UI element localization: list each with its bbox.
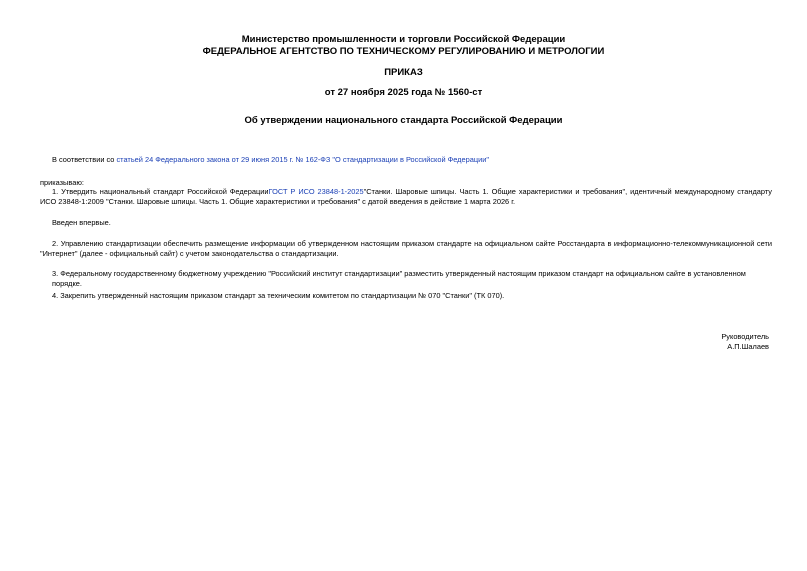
- agency-title: ФЕДЕРАЛЬНОЕ АГЕНТСТВО ПО ТЕХНИЧЕСКОМУ РЕГУЛИРОВАНИЮ И МЕТРОЛОГИИ: [202, 46, 605, 57]
- document-date-number: от 27 ноября 2025 года № 1560-ст: [324, 87, 483, 98]
- item-1-paragraph: [40, 187, 772, 207]
- ministry-title: Министерство промышленности и торговли Российской Федерации: [241, 34, 566, 45]
- intro-paragraph: [52, 155, 772, 165]
- item-3-paragraph: 3. Федеральному государственному бюджетному учреждению "Российский институт стандартизации" разместить утвержденный настоящим приказом стандарт на официальном сайте в установленном порядке.: [52, 269, 746, 288]
- order-word: приказываю:: [40, 178, 84, 187]
- law-link[interactable]: статьей 24 Федерального закона от 29 июня 2015 г. № 162-ФЗ "О стандартизации в Российской Федерации": [116, 155, 489, 164]
- introduced-first-note: Введен впервые.: [52, 218, 111, 227]
- item-4-paragraph: 4. Закрепить утвержденный настоящим приказом стандарт за техническим комитетом по стандартизации № 070 "Станки" (ТК 070).: [52, 291, 505, 300]
- standard-link[interactable]: ГОСТ Р ИСО 23848-1-2025: [268, 187, 364, 196]
- item-1-suffix: "Станки. Шаровые шпицы. Часть 1. Общие характеристики и требования", идентичный международному стандарту ИСО 23848-1:2009 "Станки. Шаровые шпицы. Часть 1. Общие характеристики и требования" с датой введения в действие 1 марта 2026 г.: [40, 187, 773, 206]
- signature-role: Руководитель: [721, 332, 769, 341]
- item-1-prefix: 1. Утвердить национальный стандарт Российской Федерации: [52, 187, 269, 196]
- document-type: ПРИКАЗ: [384, 67, 423, 78]
- document-subject: Об утверждении национального стандарта Российской Федерации: [244, 115, 563, 126]
- intro-prefix: В соответствии со: [52, 155, 117, 164]
- item-2-paragraph: 2. Управлению стандартизации обеспечить размещение информации об утвержденном настоящим приказом стандарте на официальном сайте Росстандарта в информационно-телекоммуникационной сети "Интернет" (далее - официальный сайт) с учетом законодательства о стандартизации.: [40, 239, 772, 258]
- signature-name: А.П.Шалаев: [727, 342, 769, 351]
